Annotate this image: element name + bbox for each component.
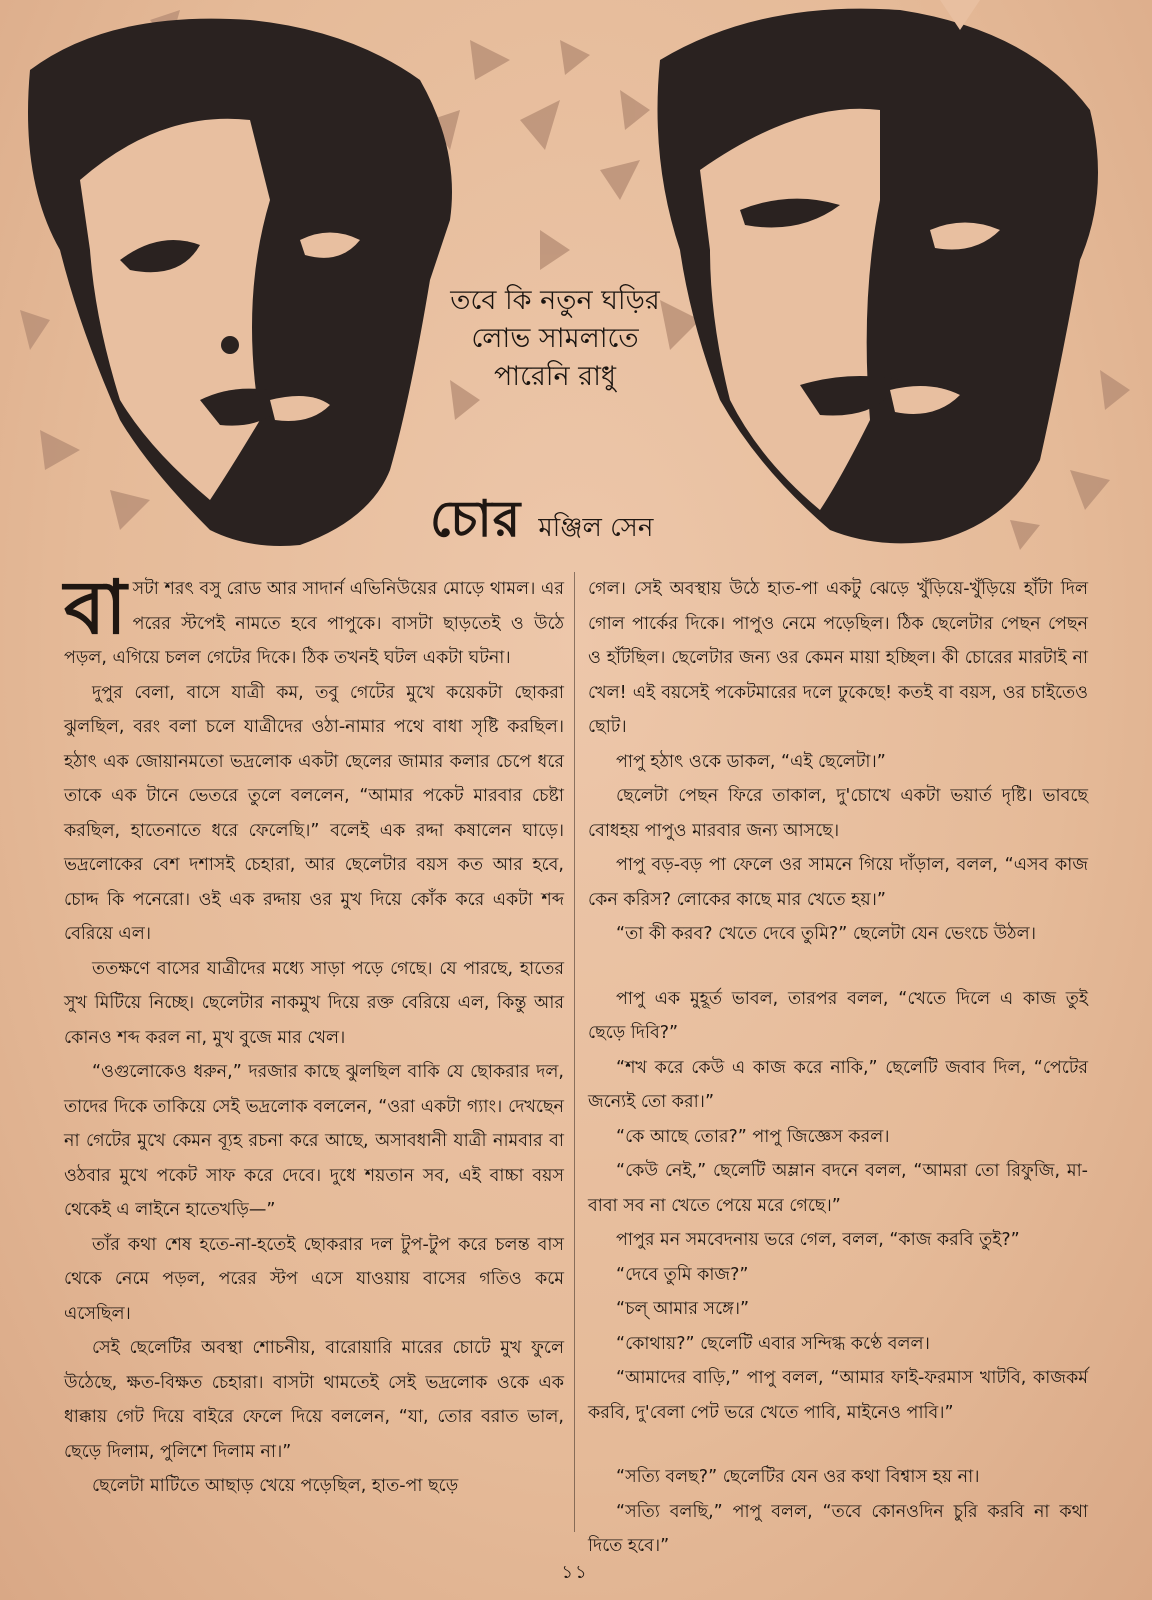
right-face bbox=[658, 0, 1099, 543]
paragraph: “কে আছে তোর?” পাপু জিজ্ঞেস করল। bbox=[616, 1126, 890, 1147]
article-column-left bbox=[64, 565, 564, 1542]
paragraph: পাপু এক মুহূর্ত ভাবল, তারপর বলল, “খেতে দিলে এ কাজ তুই ছেড়ে দিবি?” bbox=[588, 988, 1088, 1043]
paragraph: গেল। সেই অবস্থায় উঠে হাত-পা একটু ঝেড়ে খুঁড়িয়ে-খুঁড়িয়ে হাঁটা দিল গোল পার্কের দিকে। পাপুও নেমে পড়েছিল। ঠিক ছেলেটার পেছন পেছন ও হাঁটছিল। ছেলেটার জন্য ওর কেমন মায়া হচ্ছিল। কী চোরের মারটাই না খেল! এই বয়সেই পকেটমারের দলে ঢুকেছে! কতই বা বয়স, ওর চাইতেও ছোট। bbox=[588, 579, 1088, 737]
paragraph: “ওগুলোকেও ধরুন,” দরজার কাছে ঝুলছিল বাকি যে ছোকরার দল, তাদের দিকে তাকিয়ে সেই ভদ্রলোক বললেন, “ওরা একটা গ্যাং। দেখছেন না গেটের মুখে কেমন ব্যূহ রচনা করে আছে, অসাবধানী যাত্রী নামবার বা ওঠবার মুখে পকেট সাফ করে দেবে। দুধে শয়তান সব, এই বাচ্চা বয়স থেকেই এ লাইনে হাতেখড়ি—” bbox=[64, 1062, 564, 1220]
paragraph: “সত্যি বলছ?” ছেলেটির যেন ওর কথা বিশ্বাস হয় না। bbox=[616, 1467, 980, 1487]
paragraph: “আমাদের বাড়ি,” পাপু বলল, “আমার ফাই-ফরমাস খাটবি, কাজকর্ম করবি, দু'বেলা পেট ভরে খেতে পাবি, মাইনেও পাবি।” bbox=[588, 1368, 1088, 1423]
two-faces-illustration bbox=[0, 0, 1152, 560]
story-tagline bbox=[440, 282, 670, 396]
paragraph: “কেউ নেই,” ছেলেটি অম্লান বদনে বলল, “আমরা তো রিফুজি, মা-বাবা সব না খেতে পেয়ে মরে গেছে।” bbox=[588, 1161, 1088, 1216]
left-face bbox=[28, 19, 452, 546]
article-column-right bbox=[588, 572, 1088, 1556]
tagline-line: লোভ সামলাতে bbox=[471, 323, 639, 354]
paragraph: “সত্যি বলছি,” পাপু বলল, “তবে কোনওদিন চুরি করবি না কথা দিতে হবে।” bbox=[588, 1501, 1088, 1556]
paragraph: পাপু হঠাৎ ওকে ডাকল, “এই ছেলেটা।” bbox=[616, 751, 886, 772]
paragraph: সেই ছেলেটির অবস্থা শোচনীয়, বারোয়ারি মারের চোটে মুখ ফুলে উঠেছে, ক্ষত-বিক্ষত চেহারা। বাসটা থামতেই সেই ভদ্রলোক ওকে এক ধাক্কায় গেট দিয়ে বাইরে ফেলে দিয়ে বললেন, “যা, তোর বরাত ভাল, ছেড়ে দিলাম, পুলিশে দিলাম না।” bbox=[64, 1338, 564, 1462]
paragraph-text: সটা শরৎ বসু রোড আর সাদার্ন এভিনিউয়ের মোড়ে থামল। এর পরের স্টপেই নামতে হবে পাপুকে। বাসটা ছাড়তেই ও উঠে পড়ল, এগিয়ে চলল গেটের দিকে। ঠিক তখনই ঘটল একটা ঘটনা। bbox=[64, 579, 564, 668]
drop-cap: বা bbox=[64, 565, 127, 651]
paragraph bbox=[64, 565, 564, 676]
paragraph: “চল্ আমার সঙ্গে।” bbox=[616, 1299, 750, 1319]
paragraph: পাপু বড়-বড় পা ফেলে ওর সামনে গিয়ে দাঁড়াল, বলল, “এসব কাজ কেন করিস? লোকের কাছে মার খেতে হয়।” bbox=[588, 855, 1088, 910]
column-divider bbox=[574, 572, 575, 1532]
page-number: ১১ bbox=[561, 1562, 589, 1583]
author-name: মঞ্জিল সেন bbox=[538, 513, 654, 543]
paragraph: ততক্ষণে বাসের যাত্রীদের মধ্যে সাড়া পড়ে গেছে। যে পারছে, হাতের সুখ মিটিয়ে নিচ্ছে। ছেলেটার নাকমুখ দিয়ে রক্ত বেরিয়ে এল, কিন্তু আর কোনও শব্দ করল না, মুখ বুজে মার খেল। bbox=[64, 958, 564, 1048]
paragraph: “তা কী করব? খেতে দেবে তুমি?” ছেলেটা যেন ভেংচে উঠল। bbox=[616, 924, 1036, 944]
paragraph: দুপুর বেলা, বাসে যাত্রী কম, তবু গেটের মুখে কয়েকটা ছোকরা ঝুলছিল, বরং বলা চলে যাত্রীদের ওঠা-নামার পথে বাধা সৃষ্টি করছিল। হঠাৎ এক জোয়ানমতো ভদ্রলোক একটা ছেলের জামার কলার চেপে ধরে তাকে এক টানে ভেতরে তুলে বললেন, “আমার পকেট মারবার চেষ্টা করছিল, হাতেনাতে ধরে ফেলেছি।” বলেই এক রদ্দা কষালেন ঘাড়ে। ভদ্রলোকের বেশ দশাসই চেহারা, আর ছেলেটার বয়স কত আর হবে, চোদ্দ কি পনেরো। ওই এক রদ্দায় ওর মুখ দিয়ে কোঁক করে একটা শব্দ বেরিয়ে এল। bbox=[64, 682, 564, 944]
paragraph: “কোথায়?” ছেলেটি এবার সন্দিগ্ধ কণ্ঠে বলল। bbox=[616, 1333, 930, 1354]
paragraph: পাপুর মন সমবেদনায় ভরে গেল, বলল, “কাজ করবি তুই?” bbox=[616, 1230, 1020, 1250]
paragraph: “শখ করে কেউ এ কাজ করে নাকি,” ছেলেটি জবাব দিল, “পেটের জন্যেই তো করা।” bbox=[588, 1057, 1088, 1112]
title-block bbox=[430, 482, 653, 552]
paragraph: ছেলেটা পেছন ফিরে তাকাল, দু'চোখে একটা ভয়ার্ত দৃষ্টি। ভাবছে বোধহয় পাপুও মারবার জন্য আসছে। bbox=[588, 786, 1088, 841]
tagline-line: তবে কি নতুন ঘড়ির bbox=[450, 285, 660, 316]
paragraph: তাঁর কথা শেষ হতে-না-হতেই ছোকরার দল টুপ-টুপ করে চলন্ত বাস থেকে নেমে পড়ল, পরের স্টপ এসে যাওয়ায় বাসের গতিও কমে এসেছিল। bbox=[64, 1234, 564, 1324]
paragraph: ছেলেটা মাটিতে আছাড় খেয়ে পড়েছিল, হাত-পা ছড়ে bbox=[92, 1476, 459, 1496]
paragraph: “দেবে তুমি কাজ?” bbox=[616, 1264, 749, 1285]
story-title: চোর bbox=[430, 490, 522, 548]
tagline-line: পারেনি রাধু bbox=[493, 361, 617, 392]
